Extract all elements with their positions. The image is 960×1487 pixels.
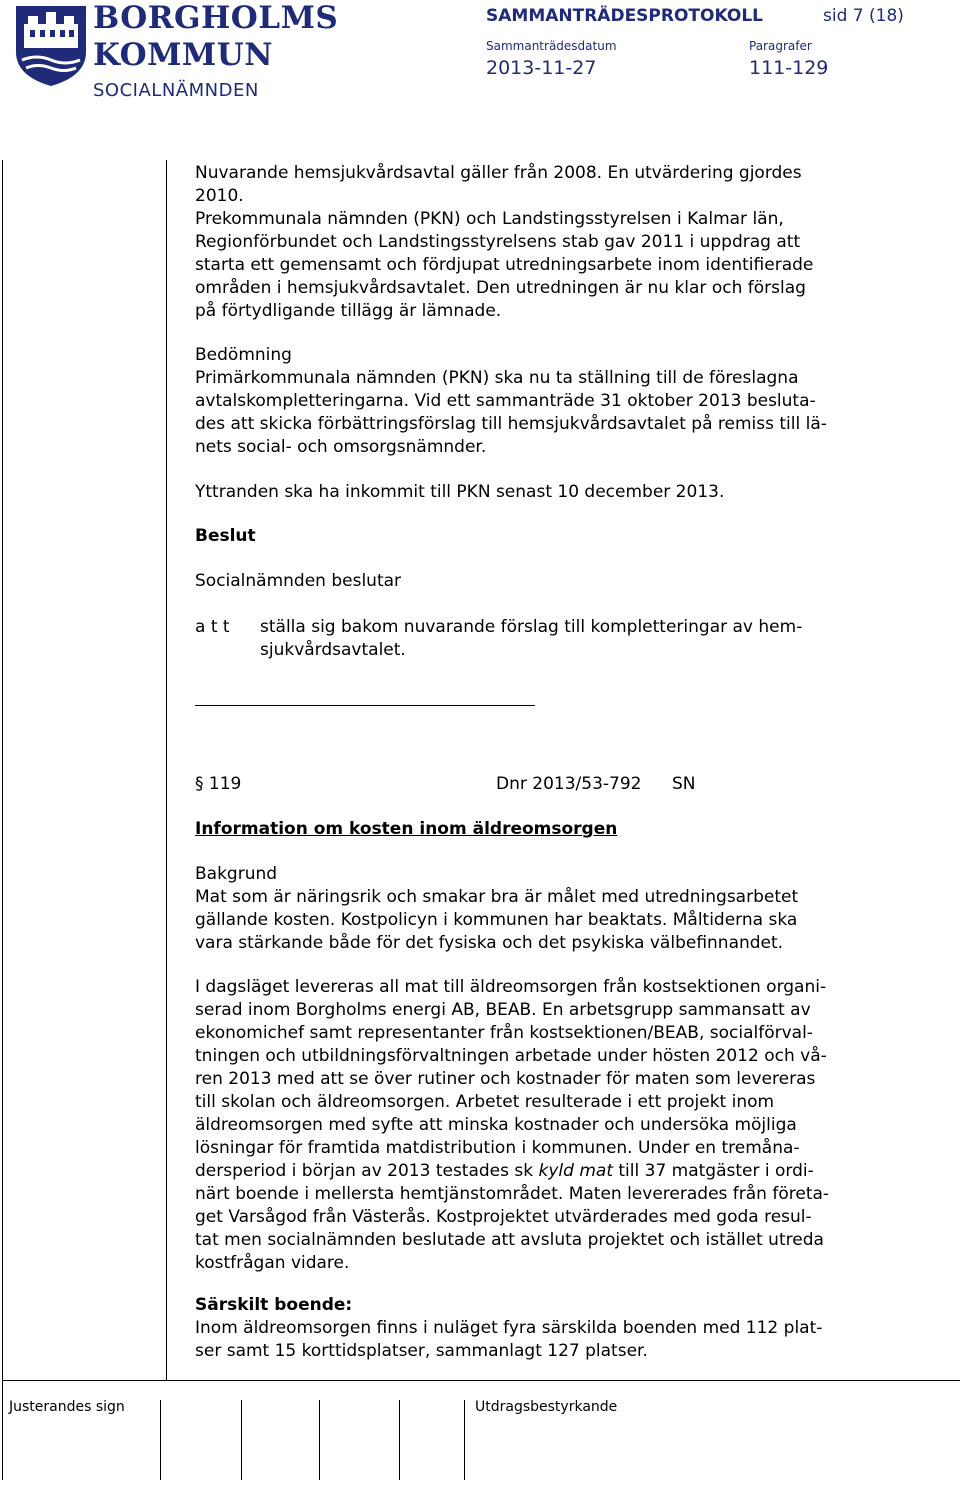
section-separator [195, 705, 535, 706]
sign-box-divider [399, 1400, 400, 1480]
decision-text: ställa sig bakom nuvarande förslag till kompletteringar av hem- sjukvårdsavtalet. [260, 617, 803, 660]
sign-box-divider [464, 1400, 465, 1480]
footer-excerpt-label: Utdragsbestyrkande [475, 1399, 618, 1415]
special-housing-text: Inom äldreomsorgen finns i nuläget fyra särskilda boenden med 112 plat- ser samt 15 korttidsplatser, sammanlagt 127 platser. [195, 1318, 823, 1361]
municipality-crest-icon [12, 2, 90, 88]
background-heading: Bakgrund [195, 864, 278, 884]
deadline-text: Yttranden ska ha inkommit till PKN senast 10 december 2013. [195, 482, 725, 502]
meeting-date-label: Sammanträdesdatum [486, 39, 617, 53]
assessment-heading: Bedömning [195, 345, 292, 365]
dnr-unit: SN [672, 774, 696, 794]
decision-intro: Socialnämnden beslutar [195, 571, 402, 591]
paragraphs-value: 111-129 [749, 57, 829, 79]
current-situation-text: I dagsläget levereras all mat till äldreomsorgen från kostsektionen organi- serad inom Borgholms energi AB, BEAB. En arbetsgrupp sammansatt av ekonomichef samt representanter från kostsektionen/BEAB, socialförval- tningen och utbildningsförvaltningen arbetade under hösten 2012 och vå- ren 2013 med att se över rutiner och kostnader för maten som levereras till skolan och äldreomsorgen. Arbetet resulterade i ett projekt inom äldreomsorgen med syfte att minska kostnader och undersöka möjliga lösningar för framtida matdistribution i kommunen. Under en tremåna- dersperiod i början av 2013 testades sk kyld mat till 37 matgäster i ordi- närt boende i mellersta hemtjänstområdet. Maten levererades från företa- get Varsågod från Västerås. Kostprojektet utvärderades med goda resul- tat men socialnämnden beslutade att avsluta projektet och istället utreda kostfrågan vidare. [195, 977, 830, 1273]
sign-box-divider [319, 1400, 320, 1480]
dnr-reference: Dnr 2013/53-792 [496, 774, 642, 794]
paragraphs-label: Paragrafer [749, 39, 812, 53]
sign-box-divider [241, 1400, 242, 1480]
att-label: a t t [195, 617, 230, 637]
org-name-line2: KOMMUN [93, 37, 274, 73]
decision-heading: Beslut [195, 526, 256, 546]
protocol-title: SAMMANTRÄDESPROTOKOLL [486, 6, 764, 26]
background-text: Mat som är näringsrik och smakar bra är målet med utredningsarbetet gällande kosten. Kostpolicyn i kommunen har beaktats. Måltiderna ska vara stärkande både för det fysiska och det psykiska välbefinnandet. [195, 887, 799, 953]
left-margin-line [2, 160, 3, 1480]
assessment-text: Primärkommunala nämnden (PKN) ska nu ta ställning till de föreslagna avtalskompletteringarna. Vid ett sammanträde 31 oktober 2013 besluta- des att skicka förbättringsförslag till hemsjukvårdsavtalet på remiss till lä- nets social- och omsorgsnämnder. [195, 368, 827, 457]
org-department: SOCIALNÄMNDEN [93, 80, 259, 101]
footer-sign-label: Justerandes sign [9, 1399, 125, 1415]
footer-top-line [2, 1380, 960, 1381]
content-margin-line [166, 160, 167, 1380]
hemsjukvard-background: Nuvarande hemsjukvårdsavtal gäller från 2008. En utvärdering gjordes 2010. Prekommunala nämnden (PKN) och Landstingsstyrelsen i Kalmar län, Regionförbundet och Landstingsstyrelsens stab gav 2011 i uppdrag att starta ett gemensamt och fördjupat utredningsarbete inom identifierade områden i hemsjukvårdsavtalet. Den utredningen är nu klar och förslag på förtydligande tillägg är lämnade. [195, 163, 814, 321]
item-title: Information om kosten inom äldreomsorgen [195, 819, 618, 839]
page-number: sid 7 (18) [823, 6, 904, 26]
paragraph-number: § 119 [195, 774, 242, 794]
special-housing-heading: Särskilt boende: [195, 1295, 353, 1315]
sign-box-divider [160, 1400, 161, 1480]
org-name-line1: BORGHOLMS [93, 0, 339, 36]
meeting-date-value: 2013-11-27 [486, 57, 597, 79]
